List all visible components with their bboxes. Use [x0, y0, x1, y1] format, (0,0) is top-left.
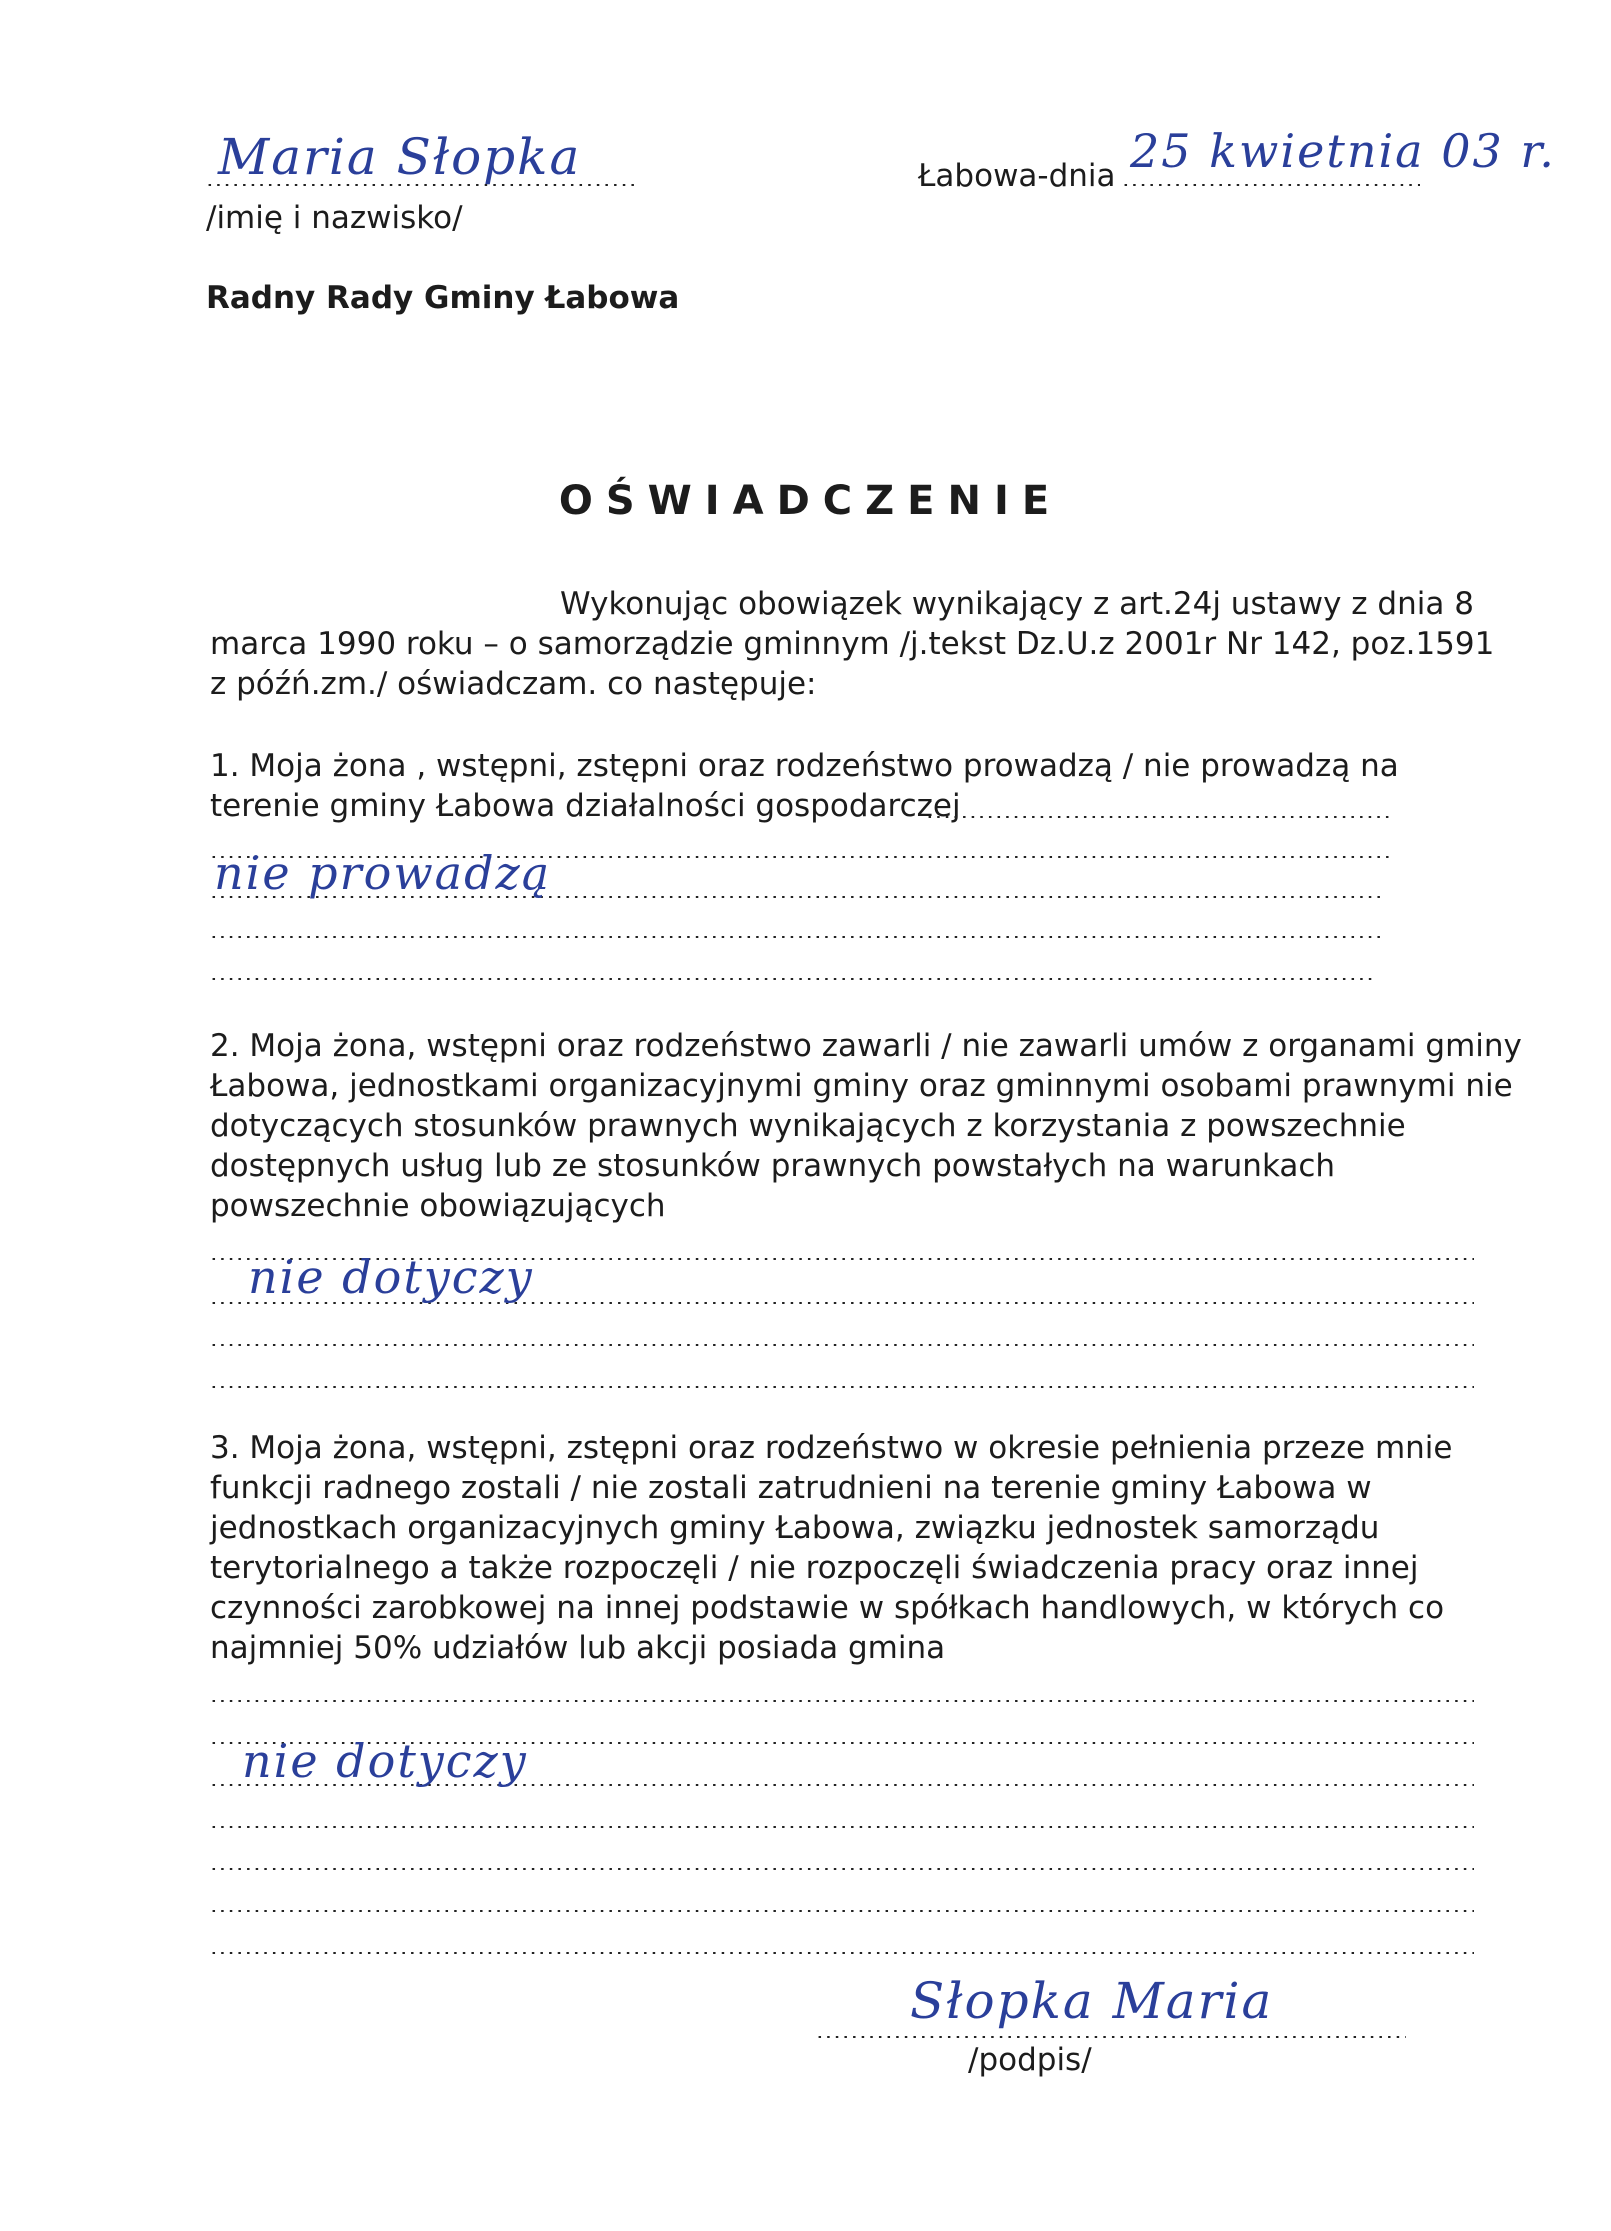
intro-line: Wykonując obowiązek wynikający z art.24j ustawy z dnia 8: [560, 586, 1474, 622]
section-3-line: funkcji radnego zostali / nie zostali zatrudnieni na terenie gminy Łabowa w: [210, 1470, 1372, 1506]
section-1-dotted-line: [210, 966, 1374, 980]
section-1-answer: nie prowadzą: [214, 846, 552, 900]
intro-line: z późń.zm./ oświadczam. co następuje:: [210, 666, 817, 702]
section-3-dotted-line: [210, 1814, 1474, 1828]
section-3-line: najmniej 50% udziałów lub akcji posiada gmina: [210, 1630, 946, 1666]
section-2-answer: nie dotyczy: [248, 1250, 534, 1304]
section-3-line: czynności zarobkowej na innej podstawie w spółkach handlowych, w których co: [210, 1590, 1445, 1626]
section-2-dotted-line: [210, 1332, 1474, 1346]
section-2-line: powszechnie obowiązujących: [210, 1188, 666, 1224]
section-2-dotted-line: [210, 1374, 1474, 1388]
section-3-dotted-line: [210, 1688, 1474, 1702]
council-position: Radny Rady Gminy Łabowa: [206, 280, 680, 316]
section-1-line: terenie gminy Łabowa działalności gospodarczej: [210, 788, 961, 824]
section-3-dotted-line: [210, 1940, 1474, 1954]
section-1-line: 1. Moja żona , wstępni, zstępni oraz rodzeństwo prowadzą / nie prowadzą na: [210, 748, 1399, 784]
document-title: OŚWIADCZENIE: [558, 478, 1063, 524]
intro-line: marca 1990 roku – o samorządzie gminnym /j.tekst Dz.U.z 2001r Nr 142, poz.1591: [210, 626, 1495, 662]
signature-caption: /podpis/: [968, 2042, 1092, 2078]
name-handwritten: Maria Słopka: [218, 128, 582, 186]
section-3-dotted-line: [210, 1898, 1474, 1912]
section-1-dotted-line: [926, 804, 1390, 818]
section-3-line: 3. Moja żona, wstępni, zstępni oraz rodzeństwo w okresie pełnienia przeze mnie: [210, 1430, 1453, 1466]
section-3-line: jednostkach organizacyjnych gminy Łabowa, związku jednostek samorządu: [210, 1510, 1380, 1546]
section-2-line: dotyczących stosunków prawnych wynikających z korzystania z powszechnie: [210, 1108, 1406, 1144]
intro-paragraph: [210, 584, 1510, 704]
name-caption: /imię i nazwisko/: [206, 200, 463, 236]
place-date-label: Łabowa-dnia: [918, 158, 1116, 194]
section-3-line: terytorialnego a także rozpoczęli / nie rozpoczęli świadczenia pracy oraz innej: [210, 1550, 1419, 1586]
signature-dotted-line: [816, 2024, 1406, 2038]
section-2-line: 2. Moja żona, wstępni oraz rodzeństwo zawarli / nie zawarli umów z organami gminy: [210, 1028, 1522, 1064]
section-1-dotted-line: [210, 924, 1382, 938]
section-3-dotted-line: [210, 1856, 1474, 1870]
section-2-text: [210, 1026, 1522, 1226]
section-2-line: dostępnych usług lub ze stosunków prawnych powstałych na warunkach: [210, 1148, 1336, 1184]
signature-handwritten: Słopka Maria: [910, 1972, 1274, 2030]
date-handwritten: 25 kwietnia 03 r.: [1130, 124, 1556, 178]
section-3-answer: nie dotyczy: [242, 1734, 528, 1788]
section-3-text: [210, 1428, 1510, 1668]
section-2-line: Łabowa, jednostkami organizacyjnymi gminy oraz gminnymi osobami prawnymi nie: [210, 1068, 1513, 1104]
name-dotted-line: [206, 172, 640, 186]
